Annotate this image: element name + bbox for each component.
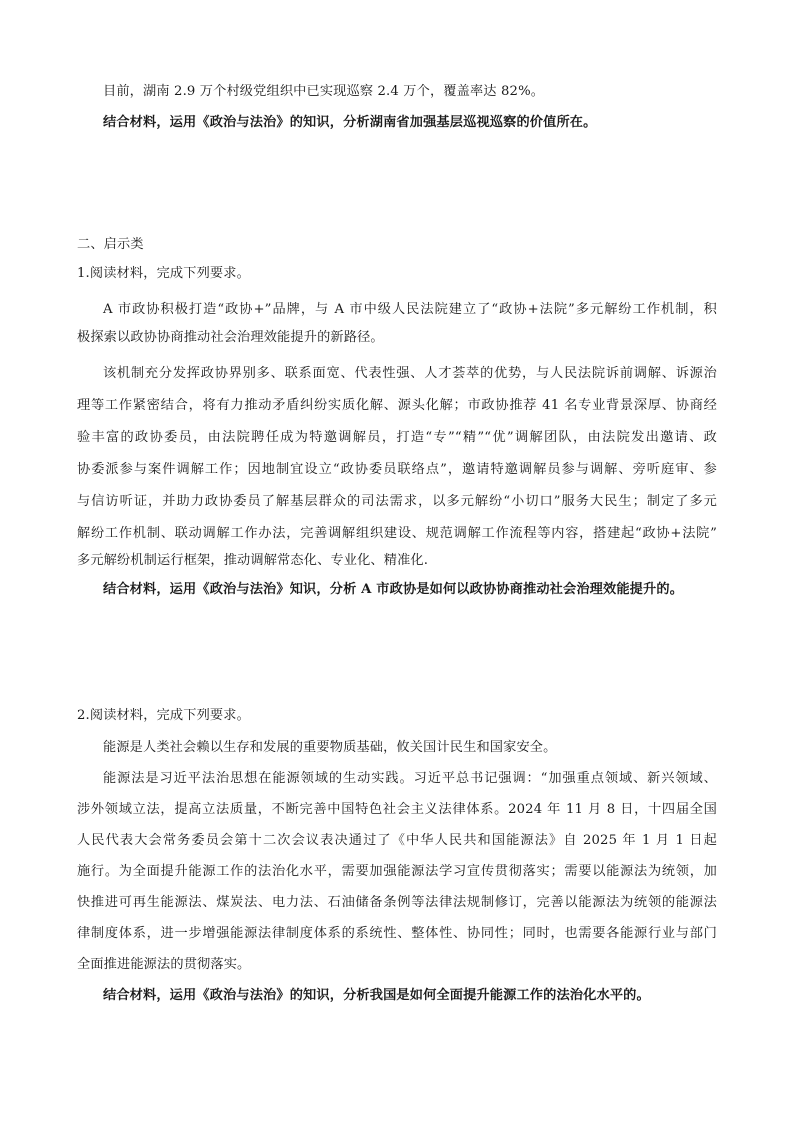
paragraph-line: 验丰富的政协委员，由法院聘任成为特邀调解员，打造“专”“精”“优”调解团队，由法院发出邀请、政 — [77, 430, 717, 445]
paragraph-line: 律制度体系，进一步增强能源法律制度体系的系统性、整体性、协同性；同时，也需要各能源行业与部门 — [77, 926, 717, 941]
paragraph-line: 极探索以政协协商推动社会治理效能提升的新路径。 — [77, 330, 384, 345]
paragraph-line: 快推进可再生能源法、煤炭法、电力法、石油储备条例等法律法规制修订，完善以能源法为统领的能源法 — [77, 895, 717, 910]
paragraph-line: 与信访听证，并助力政协委员了解基层群众的司法需求，以多元解纷“小切口”服务大民生；制定了多元 — [77, 494, 717, 509]
question-prompt: 结合材料，运用《政治与法治》知识，分析 A 市政协是如何以政协协商推动社会治理效能提升的。 — [103, 582, 684, 597]
question-title: 1.阅读材料，完成下列要求。 — [77, 266, 250, 281]
paragraph-line: 全面推进能源法的贯彻落实。 — [77, 957, 251, 972]
paragraph-line: 多元解纷机制运行框架，推动调解常态化、专业化、精准化. — [77, 553, 429, 568]
paragraph-line: 该机制充分发挥政协界别多、联系面宽、代表性强、人才荟萃的优势，与人民法院诉前调解、诉源治 — [103, 366, 717, 381]
paragraph-line: 协委派参与案件调解工作；因地制宜设立“政协委员联络点”，邀请特邀调解员参与调解、旁听庭审、参 — [77, 462, 717, 477]
paragraph-line: 目前，湖南 2.9 万个村级党组织中已实现巡察 2.4 万个，覆盖率达 82%。 — [103, 84, 545, 99]
paragraph-line: 施行。为全面提升能源工作的法治化水平，需要加强能源法学习宣传贯彻落实；需要以能源法为统领，加 — [77, 864, 717, 879]
paragraph-line: 解纷工作机制、联动调解工作办法，完善调解组织建设、规范调解工作流程等内容，搭建起“政协+法院” — [77, 526, 717, 541]
paragraph-line: 人民代表大会常务委员会第十二次会议表决通过了《中华人民共和国能源法》自 2025 年 1 月 1 日起 — [77, 833, 717, 848]
question-title: 2.阅读材料，完成下列要求。 — [77, 708, 250, 723]
paragraph-line: 能源是人类社会赖以生存和发展的重要物质基础，攸关国计民生和国家安全。 — [103, 740, 557, 755]
paragraph-line: 理等工作紧密结合，将有力推动矛盾纠纷实质化解、源头化解；市政协推荐 41 名专业背景深厚、协商经 — [77, 398, 717, 413]
paragraph-line: 能源法是习近平法治思想在能源领域的生动实践。习近平总书记强调：“加强重点领域、新兴领域、 — [103, 771, 717, 786]
question-prompt: 结合材料，运用《政治与法治》的知识，分析我国是如何全面提升能源工作的法治化水平的。 — [103, 988, 650, 1003]
section-heading: 二、启示类 — [77, 237, 144, 252]
paragraph-line: A 市政协积极打造“政协+”品牌，与 A 市中级人民法院建立了“政协+法院”多元解纷工作机制，积 — [103, 302, 717, 317]
paragraph-line: 涉外领域立法，提高立法质量，不断完善中国特色社会主义法律体系。2024 年 11 月 8 日，十四届全国 — [77, 802, 717, 817]
question-prompt: 结合材料，运用《政治与法治》的知识，分析湖南省加强基层巡视巡察的价值所在。 — [103, 115, 597, 130]
